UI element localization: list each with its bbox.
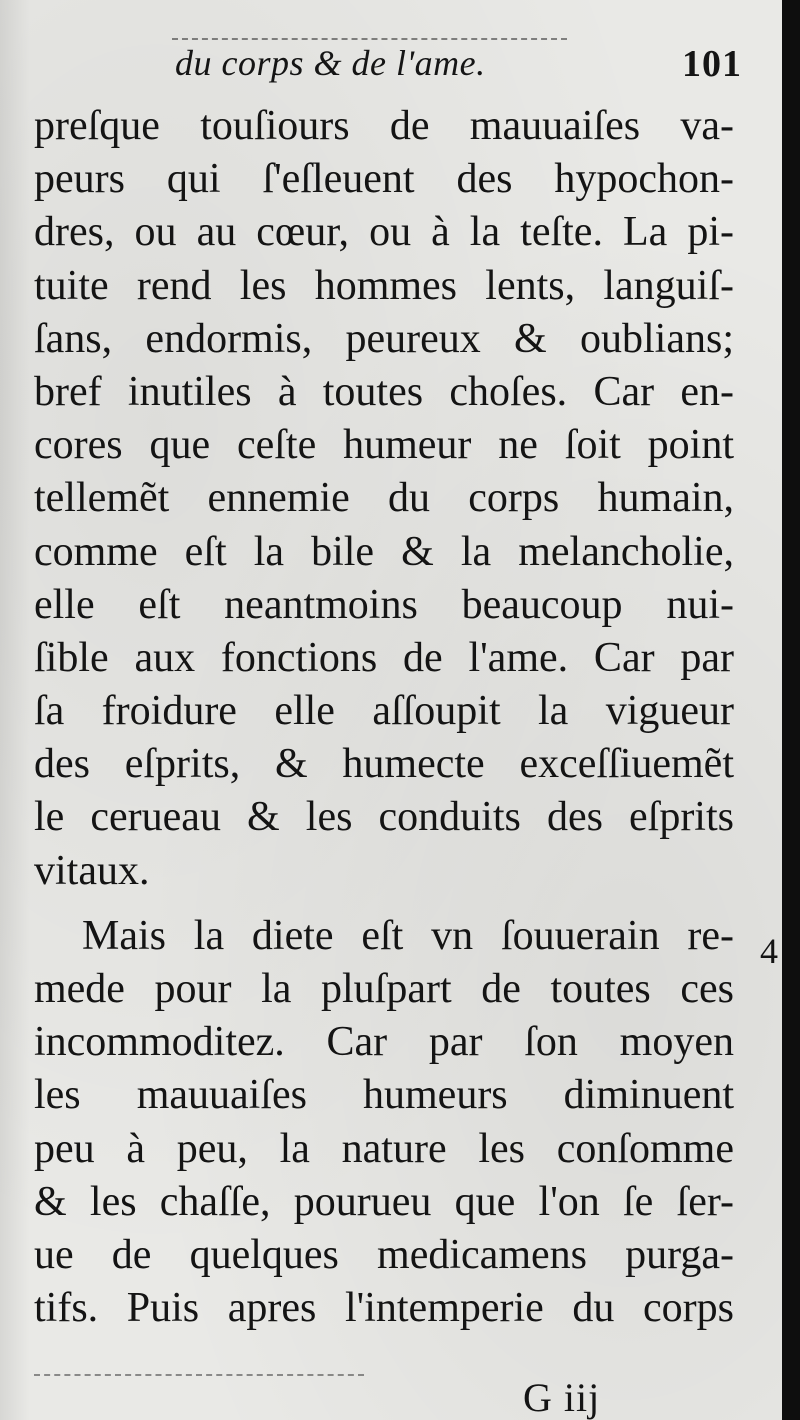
text-line: ſa froidure elle aſſoupit la vigueur <box>34 688 734 735</box>
text-line: bref inutiles à toutes choſes. Car en- <box>34 368 734 415</box>
text-line: dres, ou au cœur, ou à la teſte. La pi- <box>34 209 734 256</box>
text-line: preſque touſiours de mauuaiſes va- <box>34 103 734 149</box>
margin-note: 4 <box>760 931 778 971</box>
footer-rule <box>34 1374 364 1376</box>
text-line: tuite rend les hommes lents, languiſ- <box>34 262 734 309</box>
text-line: incommoditez. Car par ſon moyen <box>34 1019 734 1066</box>
text-line: elle eſt neantmoins beaucoup nui- <box>34 581 734 628</box>
paragraph-gap <box>34 898 734 910</box>
text-line: & les chaſſe, pourueu que l'on ſe ſer- <box>34 1178 734 1225</box>
text-line: ſans, endormis, peureux & oublians; <box>34 315 734 362</box>
text-line: les mauuaiſes humeurs diminuent <box>34 1072 734 1119</box>
text-line: des eſprits, & humecte exceſſiuemẽt <box>34 741 734 788</box>
text-line: mede pour la pluſpart de toutes ces <box>34 966 734 1012</box>
header-rule <box>172 38 567 40</box>
text-line: ſible aux fonctions de l'ame. Car par <box>34 634 734 681</box>
running-head <box>0 34 782 94</box>
page-edge-shadow <box>782 0 800 1420</box>
text-line: cores que ceſte humeur ne ſoit point <box>34 422 734 469</box>
text-line: Mais la diete eſt vn ſouuerain re- <box>82 912 734 959</box>
text-line: le cerueau & les conduits des eſprits <box>34 794 734 841</box>
text-line: comme eſt la bile & la melancholie, <box>34 528 734 575</box>
text-line: tellemẽt ennemie du corps humain, <box>34 475 734 522</box>
text-line: ue de quelques medicamens purga- <box>34 1231 734 1278</box>
signature-mark: G iij <box>523 1375 601 1420</box>
text-line: peu à peu, la nature les conſomme <box>34 1125 734 1172</box>
running-head-title: du corps & de l'ame. <box>175 43 486 83</box>
body-text <box>34 100 734 1335</box>
text-line: vitaux. <box>34 847 150 894</box>
text-line: peurs qui ſ'eſleuent des hypochon- <box>34 156 734 203</box>
page-number: 101 <box>682 43 742 85</box>
text-line: tifs. Puis apres l'intemperie du corps <box>34 1285 734 1332</box>
